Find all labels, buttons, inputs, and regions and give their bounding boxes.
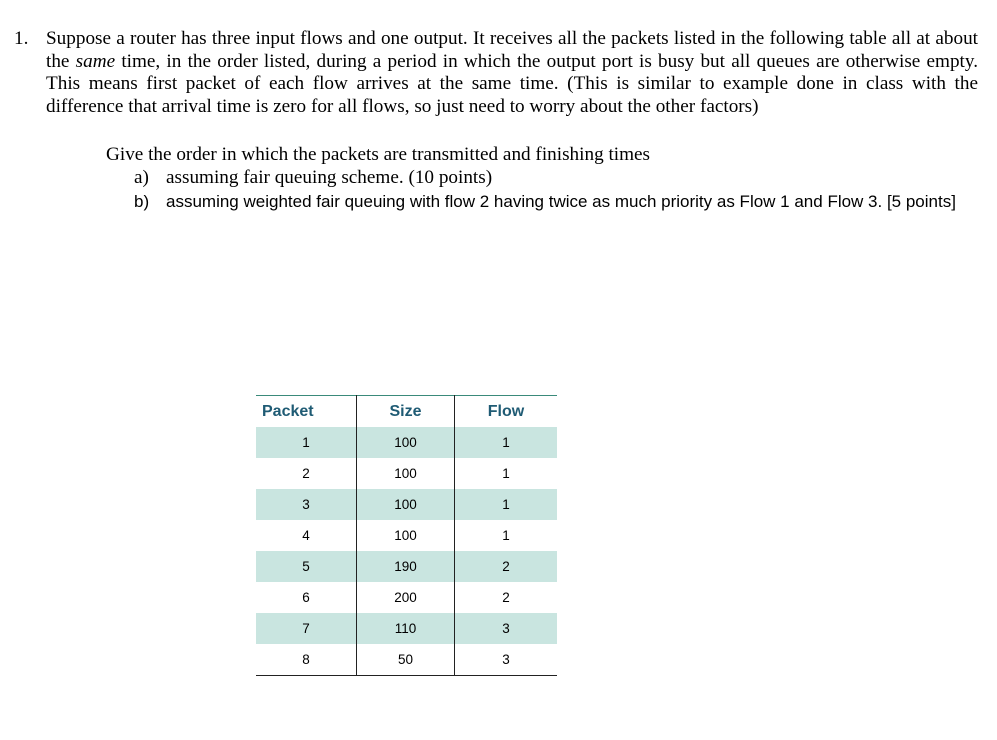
header-size: Size xyxy=(357,396,455,428)
question-text xyxy=(46,28,978,118)
table-row xyxy=(256,582,557,613)
cell-flow: 2 xyxy=(455,551,558,582)
cell-flow: 1 xyxy=(502,528,510,543)
question-1 xyxy=(14,28,978,118)
cell-size: 190 xyxy=(357,551,455,582)
table-row xyxy=(256,427,557,458)
header-packet: Packet xyxy=(256,396,357,428)
cell-packet: 7 xyxy=(256,613,357,644)
cell-packet: 8 xyxy=(256,644,357,676)
cell-packet: 3 xyxy=(256,489,357,520)
question-text-start: Suppose a router has three input flows and one output. It receives all the packets listed in the following table all at about the xyxy=(46,28,978,72)
emphasis-same: same xyxy=(75,50,116,72)
table-row xyxy=(256,551,557,582)
question-text-end: time, in the order listed, during a period in which the output port is busy but all queues are otherwise empty. This means first packet of each flow arrives at the same time. (This is similar to example done in class with the difference that arrival time is zero for all flows, so just need to worry about the other factors) xyxy=(46,50,979,117)
cell-packet: 5 xyxy=(256,551,357,582)
cell-flow: 1 xyxy=(455,427,558,458)
task-prompt: Give the order in which the packets are transmitted and finishing times xyxy=(106,144,651,165)
part-a xyxy=(134,167,492,190)
cell-size: 100 xyxy=(357,427,455,458)
cell-size: 100 xyxy=(357,489,455,520)
packet-table xyxy=(256,395,557,676)
cell-packet: 4 xyxy=(256,520,357,551)
table-row xyxy=(256,613,557,644)
cell-packet: 6 xyxy=(256,582,357,613)
cell-packet: 2 xyxy=(256,458,357,489)
part-b xyxy=(134,190,984,214)
part-a-label: a) xyxy=(134,167,149,188)
header-flow: Flow xyxy=(487,402,525,420)
cell-flow: 2 xyxy=(502,590,510,605)
cell-size: 100 xyxy=(357,520,455,551)
cell-flow: 3 xyxy=(455,613,558,644)
cell-size: 110 xyxy=(357,613,455,644)
question-number: 1. xyxy=(14,28,29,49)
table-row xyxy=(256,520,557,551)
cell-packet: 1 xyxy=(256,427,357,458)
table-row xyxy=(256,489,557,520)
cell-size: 200 xyxy=(357,582,455,613)
part-b-text: assuming weighted fair queuing with flow 2 having twice as much priority as Flow 1 and Flow 3. [5 points] xyxy=(166,192,956,211)
table-row xyxy=(256,644,557,676)
table-row xyxy=(256,458,557,489)
part-a-text: assuming fair queuing scheme. (10 points) xyxy=(166,167,493,188)
cell-size: 50 xyxy=(357,644,455,676)
cell-size: 100 xyxy=(357,458,455,489)
part-b-label: b) xyxy=(134,192,150,211)
table-header-row xyxy=(256,396,557,428)
cell-flow: 3 xyxy=(502,652,510,667)
cell-flow: 1 xyxy=(455,489,558,520)
cell-flow: 1 xyxy=(502,466,510,481)
